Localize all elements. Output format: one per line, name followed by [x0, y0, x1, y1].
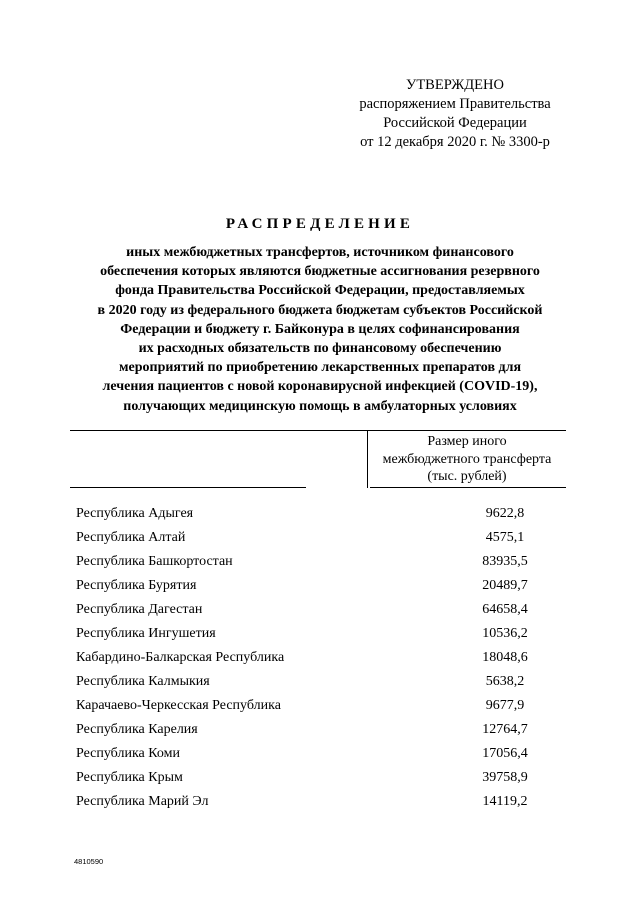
document-subtitle — [60, 243, 580, 416]
header-line: межбюджетного трансферта — [382, 451, 552, 467]
transfer-amount: 64658,4 — [482, 602, 528, 617]
region-name: Республика Карелия — [76, 722, 198, 737]
table-row — [76, 552, 566, 576]
region-name: Республика Крым — [76, 770, 183, 785]
table-header-rule-right — [370, 487, 566, 488]
subtitle-line: лечения пациентов с новой коронавирусной инфекцией (COVID-19), — [102, 379, 538, 395]
approval-block — [340, 76, 570, 152]
transfer-amount: 20489,7 — [482, 578, 528, 593]
region-name: Республика Коми — [76, 746, 180, 761]
transfer-amount: 17056,4 — [482, 746, 528, 761]
amount-column-header — [368, 433, 566, 486]
approval-stamp: УТВЕРЖДЕНО — [406, 77, 504, 93]
region-name: Республика Ингушетия — [76, 626, 216, 641]
subtitle-line: фонда Правительства Российской Федерации, предоставляемых — [115, 283, 525, 299]
table-row — [76, 792, 566, 816]
transfer-amount: 5638,2 — [485, 674, 525, 689]
transfer-amount: 9677,9 — [485, 698, 525, 713]
table-row — [76, 696, 566, 720]
table-row — [76, 528, 566, 552]
table-header-rule-left — [70, 487, 306, 488]
table-row — [76, 768, 566, 792]
approval-line-3: от 12 декабря 2020 г. № 3300-р — [360, 134, 550, 150]
transfer-amount: 18048,6 — [482, 650, 528, 665]
transfer-amount: 4575,1 — [485, 530, 525, 545]
table-row — [76, 600, 566, 624]
table-body — [76, 504, 566, 816]
region-name: Республика Марий Эл — [76, 794, 209, 809]
region-name: Республика Калмыкия — [76, 674, 210, 689]
subtitle-line: мероприятий по приобретению лекарственных препаратов для — [118, 360, 522, 376]
document-code: 4810590 — [74, 857, 104, 866]
document-title: РАСПРЕДЕЛЕНИЕ — [225, 216, 415, 232]
region-name: Республика Адыгея — [76, 506, 194, 521]
region-name: Кабардино-Балкарская Республика — [76, 650, 285, 665]
subtitle-line: в 2020 году из федерального бюджета бюджетам субъектов Российской — [97, 302, 543, 318]
transfer-amount: 14119,2 — [482, 794, 528, 809]
subtitle-line: Федерации и бюджету г. Байконура в целях софинансирования — [120, 321, 520, 337]
table-row — [76, 672, 566, 696]
subtitle-line: обеспечения которых являются бюджетные ассигнования резервного — [100, 264, 540, 280]
transfer-amount: 83935,5 — [482, 554, 528, 569]
table-row — [76, 720, 566, 744]
table-row — [76, 576, 566, 600]
region-name: Республика Алтай — [76, 530, 186, 545]
table-top-rule — [70, 430, 566, 431]
subtitle-line: их расходных обязательств по финансовому обеспечению — [138, 341, 502, 357]
transfer-amount: 10536,2 — [482, 626, 528, 641]
subtitle-line: получающих медицинскую помощь в амбулаторных условиях — [123, 398, 517, 414]
transfer-amount: 9622,8 — [485, 506, 525, 521]
table-row — [76, 504, 566, 528]
region-name: Республика Бурятия — [76, 578, 197, 593]
table-row — [76, 624, 566, 648]
region-name: Республика Башкортостан — [76, 554, 233, 569]
subtitle-line: иных межбюджетных трансфертов, источником финансового — [126, 245, 514, 260]
region-name: Республика Дагестан — [76, 602, 203, 617]
transfer-amount: 39758,9 — [482, 770, 528, 785]
approval-line-1: распоряжением Правительства — [359, 96, 551, 112]
approval-line-2: Российской Федерации — [383, 115, 527, 131]
header-line: Размер иного — [427, 434, 507, 449]
table-row — [76, 744, 566, 768]
header-line: (тыс. рублей) — [427, 469, 507, 484]
region-name: Карачаево-Черкесская Республика — [76, 698, 281, 713]
table-row — [76, 648, 566, 672]
transfer-amount: 12764,7 — [482, 722, 528, 737]
